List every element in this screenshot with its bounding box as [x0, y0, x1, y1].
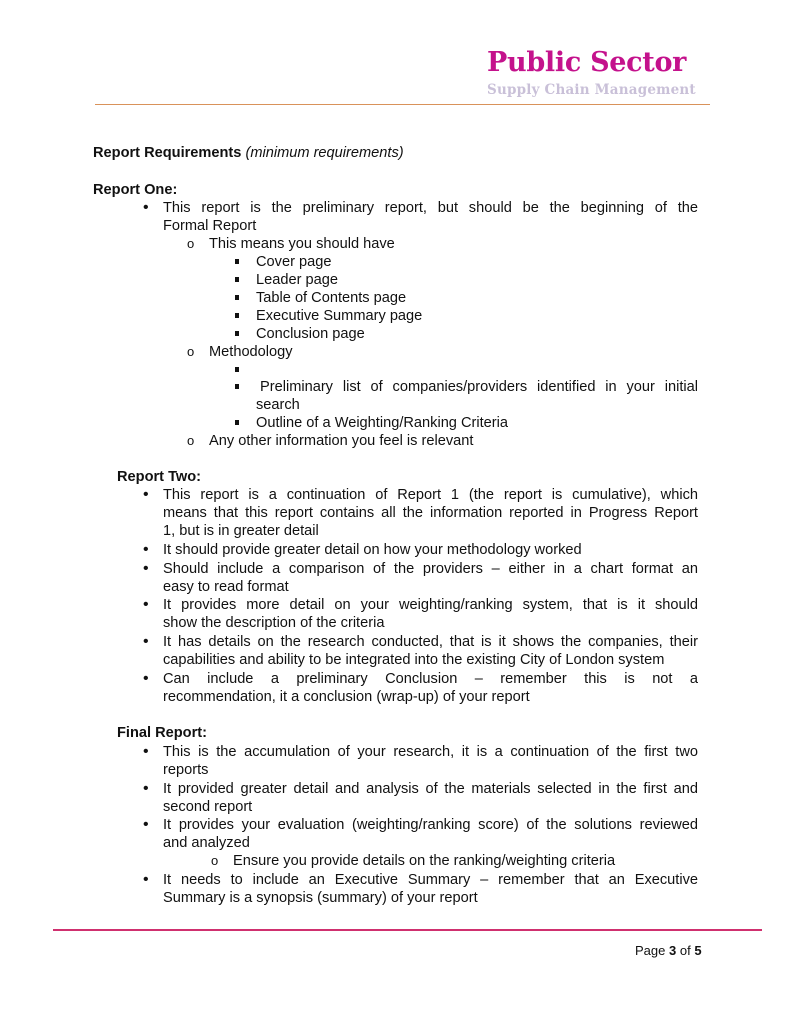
list-item-line: Leader page [256, 272, 338, 288]
square-bullet-icon [235, 259, 239, 264]
page-number [635, 943, 702, 958]
list-item-line: reports [163, 762, 209, 778]
square-bullet-icon [235, 313, 239, 318]
heading-bold: Report Requirements [93, 145, 242, 161]
list-item-line: It provides your evaluation (weighting/ranking score) of the solutions reviewed [163, 817, 698, 833]
list-item-line: This report is the preliminary report, but should be the beginning of the [163, 200, 698, 216]
footer-divider [53, 929, 762, 931]
list-item-line: This is the accumulation of your research, it is a continuation of the first two [163, 744, 698, 760]
of-word: of [679, 943, 691, 958]
square-bullet-icon [235, 295, 239, 300]
list-item-line: means that this report contains all the information reported in Progress Report [163, 505, 698, 521]
report-two-title: Report Two: [117, 469, 202, 485]
list-item-line: Any other information you feel is relevant [209, 433, 474, 449]
list-item-line: second report [163, 799, 253, 815]
page-heading [93, 144, 404, 162]
total-pages: 5 [694, 943, 702, 958]
bullet-icon: • [143, 596, 149, 613]
list-item-line: It should provide greater detail on how your methodology worked [163, 542, 582, 558]
list-item-line: and analyzed [163, 835, 250, 851]
bullet-icon: • [143, 486, 149, 503]
page-word: Page [635, 943, 666, 958]
square-bullet-icon [235, 367, 239, 372]
square-bullet-icon [235, 277, 239, 282]
bullet-icon: • [143, 633, 149, 650]
current-page: 3 [669, 943, 677, 958]
list-item-line: Executive Summary page [256, 308, 423, 324]
list-item-line: Formal Report [163, 218, 257, 234]
bullet-icon: • [143, 560, 149, 577]
logo-subtitle: Supply Chain Management [487, 82, 696, 98]
list-item-line: It provides more detail on your weighting/ranking system, that is it should [163, 597, 698, 613]
list-item-line: show the description of the criteria [163, 615, 385, 631]
bullet-icon: • [143, 780, 149, 797]
list-item-line: recommendation, it a conclusion (wrap-up) of your report [163, 689, 530, 705]
list-item-line: Summary is a synopsis (summary) of your report [163, 890, 478, 906]
bullet-icon: • [143, 541, 149, 558]
list-item-line: It provided greater detail and analysis of the materials selected in the first and [163, 781, 698, 797]
list-item-line: Methodology [209, 344, 293, 360]
list-item-line: Outline of a Weighting/Ranking Criteria [256, 415, 509, 431]
list-item-line: Table of Contents page [256, 290, 407, 306]
header-divider [95, 104, 710, 105]
list-item-line: Preliminary list of companies/providers identified in your initial [260, 379, 698, 395]
bullet-icon: • [143, 743, 149, 760]
list-item-line: This report is a continuation of Report 1 (the report is cumulative), which [163, 487, 698, 503]
bullet-icon: • [143, 670, 149, 687]
list-item-line: capabilities and ability to be integrated into the existing City of London system [163, 652, 665, 668]
circle-bullet-icon: o [187, 433, 195, 448]
list-item-line: Ensure you provide details on the ranking/weighting criteria [233, 853, 616, 869]
bullet-icon: • [143, 816, 149, 833]
circle-bullet-icon: o [187, 236, 195, 251]
list-item-line: search [256, 397, 300, 413]
list-item-line: 1, but is in greater detail [163, 523, 319, 539]
final-report-title: Final Report: [117, 725, 207, 741]
list-item-line: Can include a preliminary Conclusion – remember this is not a [163, 671, 698, 687]
square-bullet-icon [235, 331, 239, 336]
list-item-line: easy to read format [163, 579, 289, 595]
list-item-line: It has details on the research conducted, that is it shows the companies, their [163, 634, 698, 650]
report-one-title: Report One: [93, 182, 178, 198]
list-item-line: It needs to include an Executive Summary – remember that an Executive [163, 872, 698, 888]
bullet-icon: • [143, 199, 149, 216]
circle-bullet-icon: o [211, 853, 219, 868]
circle-bullet-icon: o [187, 344, 195, 359]
bullet-icon: • [143, 871, 149, 888]
square-bullet-icon [235, 384, 239, 389]
heading-italic: (minimum requirements) [245, 145, 404, 161]
square-bullet-icon [235, 420, 239, 425]
list-item-line: Should include a comparison of the providers – either in a chart format an [163, 561, 698, 577]
list-item-line: Conclusion page [256, 326, 365, 342]
logo-title: Public Sector [487, 47, 687, 78]
list-item-line: This means you should have [209, 236, 395, 252]
list-item-line: Cover page [256, 254, 332, 270]
